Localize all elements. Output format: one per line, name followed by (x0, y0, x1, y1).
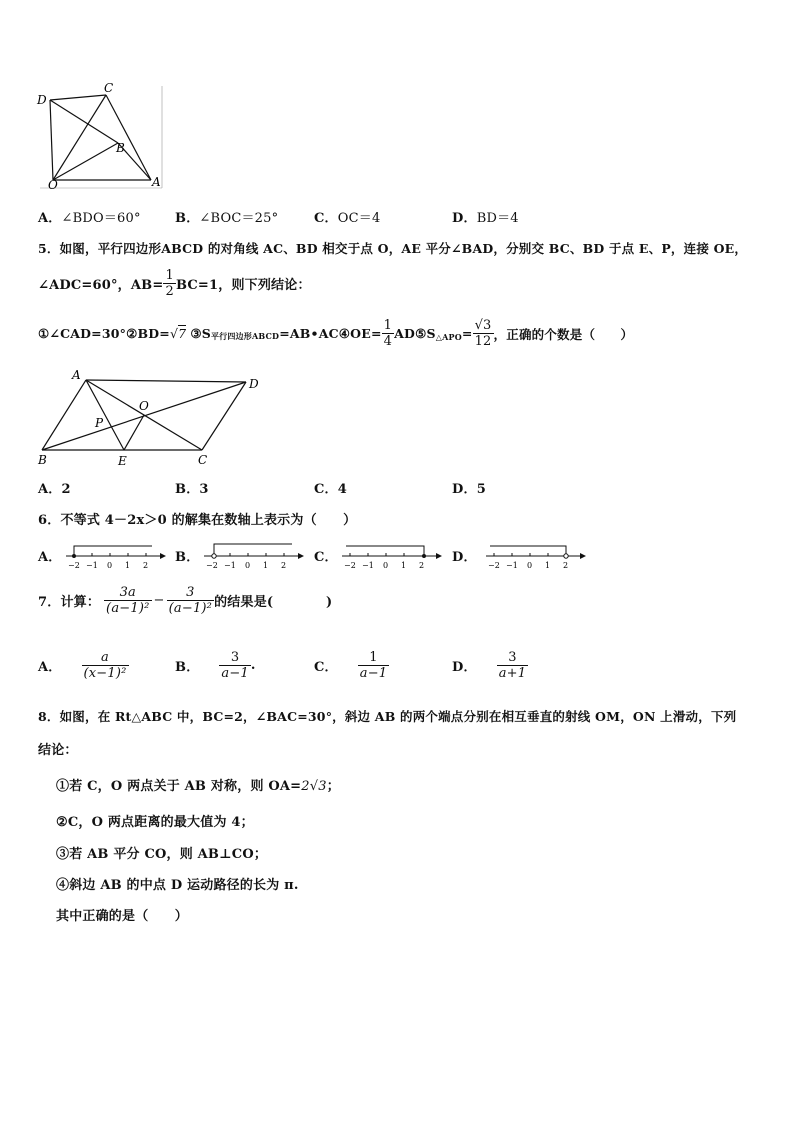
q5-label-p: P (95, 416, 104, 430)
q7-fraction-2: $\frac{3}{\text{(a−1)²}}$ (168, 585, 213, 616)
svg-text:2: 2 (563, 561, 569, 570)
svg-text:2: 2 (143, 561, 149, 570)
q6-option-b-letter[interactable]: B． (175, 550, 200, 565)
q5-label-d: D (249, 377, 259, 391)
q8-statement-1: ①若 C，O 两点关于 AB 对称，则 OA=2√3； (56, 779, 340, 794)
svg-text:−1: −1 (86, 561, 98, 570)
q5-stem-line1: 5．如图，平行四边形ABCD 的对角线 AC、BD 相交于点 O，AE 平分∠BAD，分别交 BC、BD 于点 E、P，连接 OE， (38, 241, 748, 256)
q5-option-b[interactable]: B．3 (175, 482, 209, 497)
svg-text:1: 1 (125, 561, 131, 570)
q4-label-o: O (48, 178, 58, 192)
q5-quarter-fraction: $\frac{1}{4}$ (383, 318, 393, 349)
svg-text:0: 0 (107, 561, 113, 570)
q8-question: 其中正确的是（ ） (56, 909, 189, 924)
q7-stem: 7．计算： $\frac{3a}{\text{(a−1)²}}$ − $\frac{3}{\text{(a−1)²}}$ 的结果是( ) (38, 585, 333, 616)
svg-text:2: 2 (419, 561, 425, 570)
q5-half-fraction: $\frac{1}{2}$ (165, 268, 174, 299)
svg-text:−1: −1 (506, 561, 518, 570)
q4-option-a[interactable]: A．∠BDO＝60° (38, 211, 141, 226)
svg-text:1: 1 (401, 561, 407, 570)
q4-label-c: C (104, 81, 114, 95)
q6-numberline-c[interactable] (340, 538, 444, 572)
q7-fraction-1: $\frac{3a}{\text{(a−1)²}}$ (106, 585, 150, 616)
q8-stem-line1: 8．如图，在 Rt△ABC 中，BC=2，∠BAC=30°，斜边 AB 的两个端点分别在相互垂直的射线 OM，ON 上滑动，下列 (38, 709, 737, 724)
q7-option-d[interactable]: D． $\frac{3}{a+1}$ (452, 650, 527, 681)
q4-label-d: D (37, 93, 47, 107)
sqrt-icon: √7 (169, 326, 187, 341)
svg-text:0: 0 (245, 561, 251, 570)
q4-label-a: A (152, 175, 161, 189)
svg-text:0: 0 (527, 561, 533, 570)
q8-stem-line2: 结论： (38, 743, 78, 758)
q5-label-b: B (38, 453, 47, 467)
q7-option-b[interactable]: B． $\frac{3}{a-1}$ . (175, 650, 256, 681)
q5-sqrt3-fraction: $\frac{√3}{12}$ (474, 318, 492, 349)
svg-text:−2: −2 (68, 561, 80, 570)
q5-figure (30, 366, 270, 470)
q4-label-b: B (116, 141, 125, 155)
svg-text:1: 1 (263, 561, 269, 570)
q5-conclusions: ①∠CAD=30°②BD= √7 ③S 平行四边形ABCD =AB•AC④OE= $\frac{1}{4}$ AD⑤S △APO = $\frac{√3}{12}$ ，正确的个数是（ ） (38, 318, 634, 349)
q5-label-c: C (198, 453, 208, 467)
q5-option-a[interactable]: A．2 (38, 482, 71, 497)
svg-text:0: 0 (383, 561, 389, 570)
svg-text:−2: −2 (206, 561, 218, 570)
svg-text:−1: −1 (224, 561, 236, 570)
q6-stem: 6．不等式 4－2x＞0 的解集在数轴上表示为（ ） (38, 513, 357, 528)
q4-option-c[interactable]: C．OC＝4 (314, 211, 381, 226)
q5-stem-line2: ∠ADC=60°，AB= $\frac{1}{2}$ BC=1，则下列结论： (38, 268, 311, 299)
svg-text:2: 2 (281, 561, 287, 570)
q5-option-d[interactable]: D．5 (452, 482, 486, 497)
q5-option-c[interactable]: C．4 (314, 482, 347, 497)
q5-label-o: O (139, 399, 149, 413)
q8-statement-4: ④斜边 AB 的中点 D 运动路径的长为 π. (56, 878, 299, 893)
q6-option-a-letter[interactable]: A． (38, 550, 62, 565)
q6-numberline-d[interactable] (484, 538, 588, 572)
q6-numberline-a[interactable] (64, 538, 168, 572)
q4-option-b[interactable]: B．∠BOC＝25° (175, 211, 279, 226)
q7-option-c[interactable]: C． $\frac{1}{a-1}$ (314, 650, 388, 681)
q6-option-c-letter[interactable]: C． (314, 550, 338, 565)
q5-label-e: E (118, 454, 127, 468)
q7-option-a[interactable]: A． $\frac{a}{\text{(x−1)²}}$ (38, 650, 127, 681)
q4-figure (34, 80, 166, 192)
q4-option-d[interactable]: D．BD＝4 (452, 211, 519, 226)
svg-text:1: 1 (545, 561, 551, 570)
svg-text:−2: −2 (344, 561, 356, 570)
q8-statement-2: ②C，O 两点距离的最大值为 4； (56, 815, 254, 830)
q6-option-d-letter[interactable]: D． (452, 550, 477, 565)
q5-label-a: A (72, 368, 81, 382)
svg-text:−2: −2 (488, 561, 500, 570)
q6-numberline-b[interactable] (202, 538, 306, 572)
q8-statement-3: ③若 AB 平分 CO，则 AB⊥CO； (56, 847, 268, 862)
svg-text:−1: −1 (362, 561, 374, 570)
